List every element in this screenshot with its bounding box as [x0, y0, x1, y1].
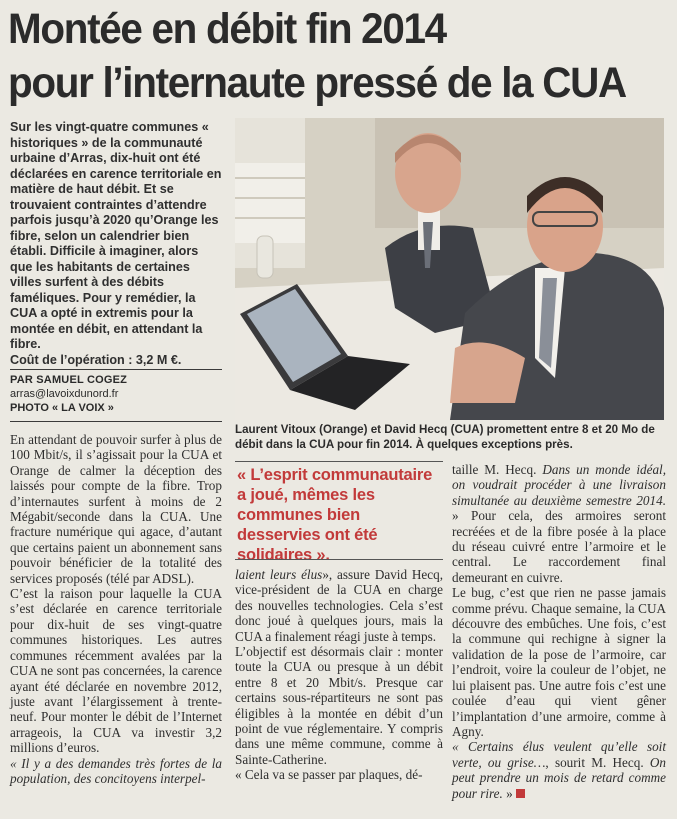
- body-column-2: [235, 567, 443, 783]
- paragraph-text: , sourit M. Hecq.: [545, 754, 650, 770]
- headline-line-2: pour l’internaute pressé de la CUA: [8, 59, 626, 107]
- quote-text: laient leurs élus: [235, 567, 323, 582]
- quote-text: « Il y a des demandes très fortes de la population, des concitoyens interpel-: [10, 755, 222, 786]
- quote-text: « Certains élus veulent qu’elle soit verte, ou grise…: [452, 739, 666, 770]
- headline: [8, 2, 632, 110]
- paragraph: [452, 462, 666, 585]
- body-column-3: [452, 462, 666, 801]
- article-photo: [235, 118, 664, 420]
- pull-quote: « L’esprit communautaire a joué, mêmes les communes bien desservies ont été solidaires ».: [237, 466, 433, 564]
- paragraph: Le bug, c’est que rien ne passe jamais comme prévu. Chaque semaine, la CUA découvre des embûches. Une fois, c’est la commune qui rechigne à signer la validation de la pose de l’armoire, car l’endroit, voire la couleur de l’objet, ne lui plaisent pas. Une autre fois c’est une coulée d’eau qui vient gêner l’implantation d’une armoire, comme à Agny.: [452, 585, 666, 739]
- paragraph: « Cela va se passer par plaques, dé-: [235, 767, 423, 783]
- cost-line: Coût de l’opération : 3,2 M €.: [10, 352, 182, 367]
- paragraph-text: »: [502, 785, 513, 801]
- photo-credit: PHOTO « LA VOIX »: [10, 402, 114, 414]
- lead-text: Sur les vingt-quatre communes « historiques » de la communauté urbaine d’Arras, dix-huit ont été déclarées en carence territoriale en matière de haut débit. Et se trouvaient contraintes d’attendre parfois jusqu’à 2020 qu’Orange les fibre, selon un calendrier bien établi. Difficile à imaginer, alors que les habitants de certaines villes surfent à des débits faméliques. Pour y remédier, la CUA a opté in extremis pour la montée en débit, en attendant la fibre.: [10, 120, 222, 351]
- byline-divider-bottom: [10, 421, 222, 422]
- author-email[interactable]: arras@lavoixdunord.fr: [10, 388, 119, 400]
- headline-line-1: Montée en débit fin 2014: [8, 5, 446, 53]
- red-square-icon: [516, 789, 525, 798]
- paragraph-text: » Pour cela, des armoires seront recréées et de la fibre posée à la place du réseau cuivré entre l’armoire et le central. Le raccordement final demeurant en cuivre.: [452, 508, 666, 585]
- photo-illustration: [235, 118, 664, 420]
- pull-quote-divider-bottom: [235, 559, 443, 560]
- pull-quote-divider-top: [235, 461, 443, 462]
- paragraph: [235, 567, 443, 644]
- author-name: PAR SAMUEL COGEZ: [10, 374, 128, 386]
- paragraph: L’objectif est désormais clair : monter toute la CUA ou presque à un débit entre 8 et 20 Mbit/s. Presque car certains sous-répartiteurs ne sont pas éligibles à la montée en débit d’un point de vue réglementaire. Y compris dans une même commune, comme à Sainte-Catherine.: [235, 644, 443, 767]
- byline: [10, 373, 222, 415]
- quote-text: On peut prendre un mois de retard comme pour rire.: [452, 754, 666, 801]
- paragraph: [452, 739, 666, 801]
- paragraph: [10, 756, 222, 787]
- body-column-1: [10, 432, 222, 786]
- paragraph: C’est la raison pour laquelle la CUA s’est déclarée en carence territoriale pour dix-huit de ses vingt-quatre communes historiques. Les autres communes récemment avalées par la CUA ne sont pas concernées, la carence ayant été déclarée en novembre 2012, juste avant l’élargissement à trente-neuf. Pour monter le débit de l’Internet arrageois, la CUA va investir 3,2 millions d’euros.: [10, 586, 222, 756]
- paragraph: En attendant de pouvoir surfer à plus de 100 Mbit/s, il s’agissait pour la CUA et Orange de calmer la déception des laissés pour compte de la fibre. Trop d’internautes surfent à moins de 2 Mégabit/seconde dans la CUA. Une fracture numérique qui agace, d’autant que certains paient un abonnement sans pouvoir bénéficier de la totalité des services proposés (télé par ADSL).: [10, 432, 222, 586]
- paragraph-text: », assure David Hecq, vice-président de la CUA en charge des nouvelles technologies. Cela s’est donc joué à quelques jours, mais la CUA a finalement réagi juste à temps.: [235, 567, 443, 644]
- byline-divider-top: [10, 369, 222, 370]
- lead-paragraph: [10, 120, 222, 368]
- paragraph-text: taille M. Hecq.: [452, 462, 543, 477]
- quote-text: Dans un monde idéal, on voudrait procéder à une livraison simultanée au deuxième semestre 2014.: [452, 462, 666, 508]
- photo-caption: Laurent Vitoux (Orange) et David Hecq (CUA) promettent entre 8 et 20 Mo de débit dans la CUA pour fin 2014. À quelques exceptions près.: [235, 423, 655, 451]
